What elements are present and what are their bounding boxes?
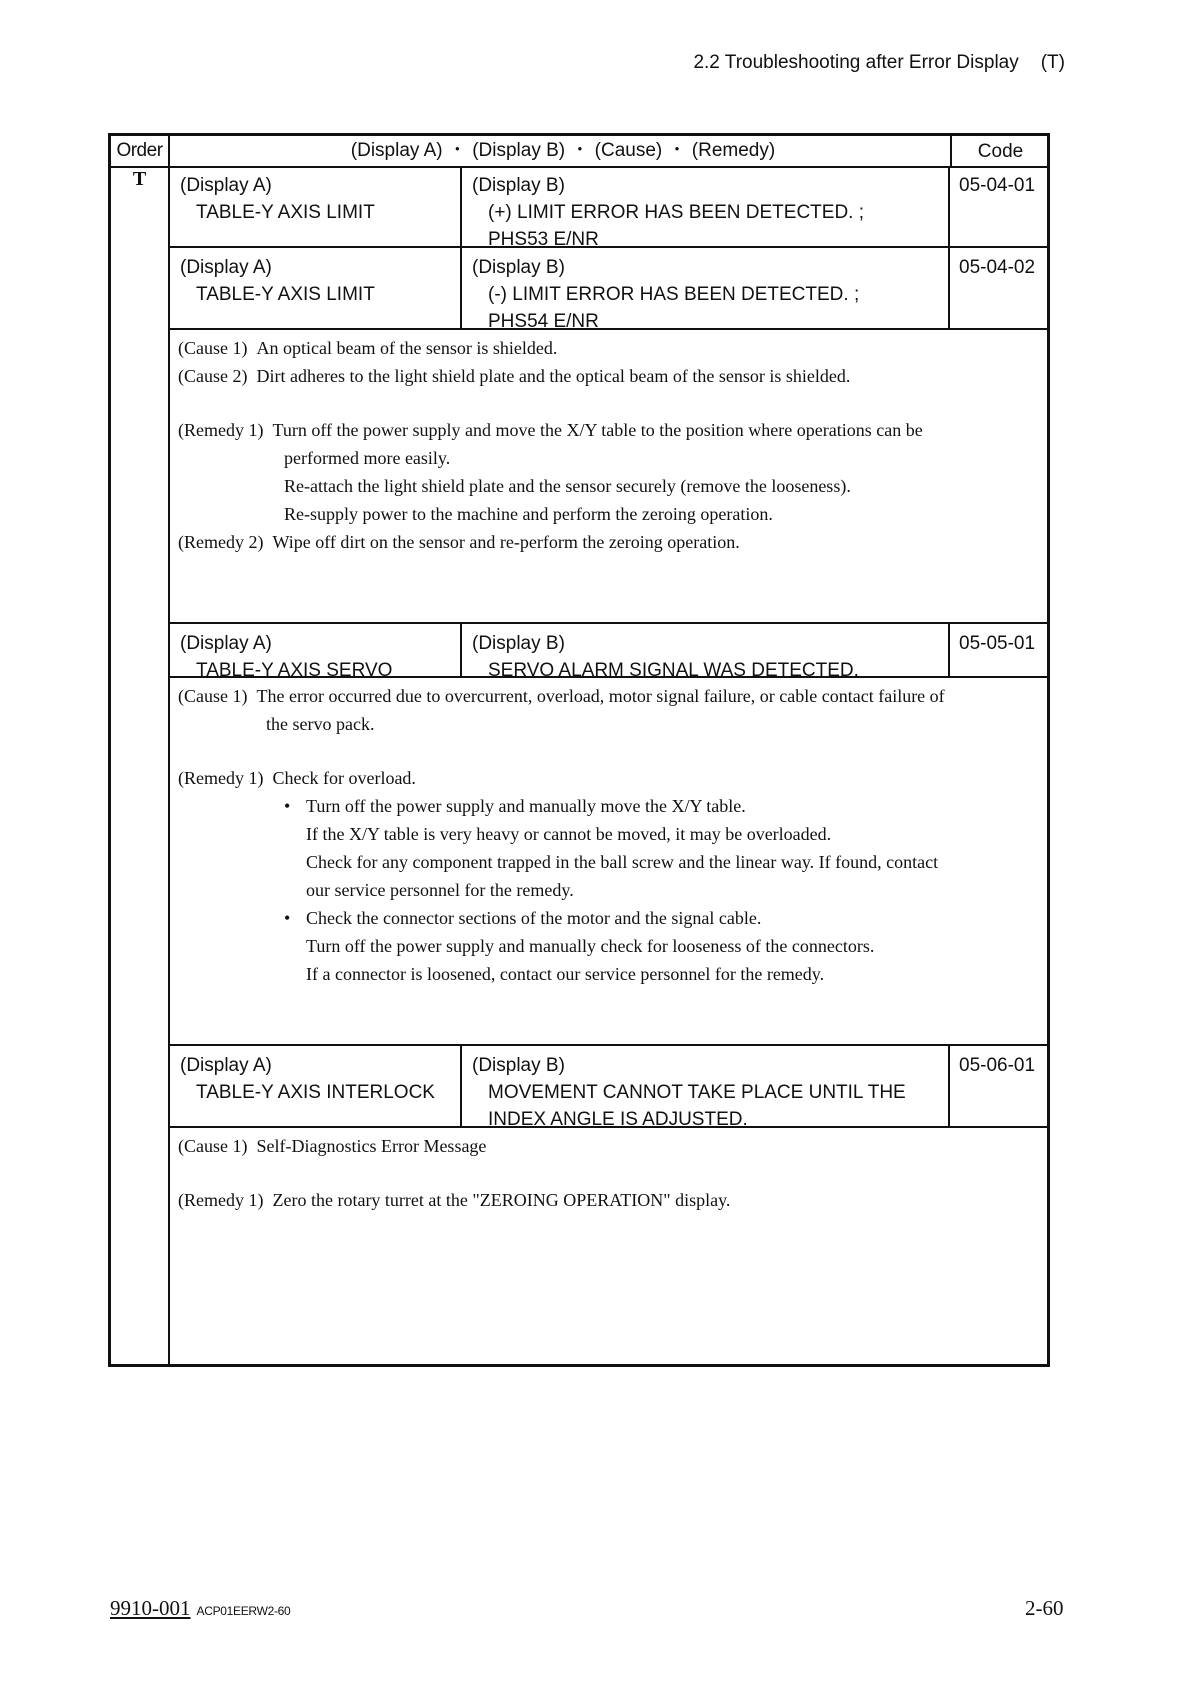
cause-text: An optical beam of the sensor is shielded. bbox=[256, 338, 558, 358]
remedy-tag: (Remedy 1) bbox=[178, 1190, 264, 1210]
bullet-item bbox=[178, 792, 1039, 820]
display-a-cell bbox=[168, 166, 462, 246]
table-header-row bbox=[111, 136, 1047, 168]
bullet-icon: • bbox=[284, 908, 291, 928]
cause-tag: (Cause 1) bbox=[178, 338, 248, 358]
bullet-text: If the X/Y table is very heavy or cannot be moved, it may be overloaded. bbox=[306, 824, 832, 844]
order-column bbox=[111, 166, 170, 1364]
column-header-order: Order bbox=[111, 136, 170, 166]
bullet-text: Turn off the power supply and manually check for looseness of the connectors. bbox=[306, 936, 875, 956]
error-code: 05-04-01 bbox=[959, 175, 1036, 196]
section-code: (T) bbox=[1040, 52, 1065, 73]
bullet-text: Turn off the power supply and manually move the X/Y table. bbox=[306, 796, 746, 816]
cause-line bbox=[178, 682, 1039, 710]
display-b-line: PHS54 E/NR bbox=[488, 311, 599, 332]
display-b-cell bbox=[462, 166, 950, 250]
bullet-text: Check the connector sections of the motor and the signal cable. bbox=[306, 908, 762, 928]
display-a-cell bbox=[168, 248, 462, 328]
cause-remedy-block bbox=[168, 1128, 1047, 1358]
order-value: T bbox=[132, 168, 147, 190]
bullet-text: If a connector is loosened, contact our service personnel for the remedy. bbox=[306, 964, 825, 984]
document-number: 9910-001 bbox=[110, 1596, 191, 1620]
display-b-label: (Display B) bbox=[472, 175, 565, 196]
display-b-cell bbox=[462, 624, 950, 681]
page-number: 2-60 bbox=[1025, 1596, 1064, 1620]
remedy-text: Check for overload. bbox=[272, 768, 416, 788]
cause-text: Dirt adheres to the light shield plate and the optical beam of the sensor is shielded. bbox=[256, 366, 851, 386]
cause-text: The error occurred due to overcurrent, overload, motor signal failure, or cable contact failure of bbox=[256, 686, 945, 706]
remedy-text: Re-supply power to the machine and perform the zeroing operation. bbox=[284, 504, 773, 524]
remedy-line bbox=[178, 764, 1039, 792]
document-code: ACP01EERW2-60 bbox=[196, 1604, 291, 1618]
remedy-text: Re-attach the light shield plate and the sensor securely (remove the looseness). bbox=[284, 476, 851, 496]
display-row bbox=[168, 248, 1047, 330]
remedy-line bbox=[178, 528, 1039, 556]
error-code: 05-06-01 bbox=[959, 1055, 1036, 1076]
display-b-cell bbox=[462, 1046, 950, 1130]
display-a-cell bbox=[168, 624, 462, 681]
cause-text: the servo pack. bbox=[266, 714, 375, 734]
display-b-label: (Display B) bbox=[472, 633, 565, 654]
cause-tag: (Cause 1) bbox=[178, 1136, 248, 1156]
display-a-label: (Display A) bbox=[180, 175, 272, 196]
cause-text: Self-Diagnostics Error Message bbox=[256, 1136, 487, 1156]
bullet-text: Check for any component trapped in the ball screw and the linear way. If found, contact bbox=[306, 852, 939, 872]
display-a-label: (Display A) bbox=[180, 633, 272, 654]
cause-line bbox=[178, 334, 1039, 362]
bullet-item bbox=[178, 904, 1039, 932]
cause-remedy-block bbox=[168, 678, 1047, 1044]
page-header bbox=[0, 52, 1065, 74]
cause-remedy-block bbox=[168, 330, 1047, 622]
display-b-label: (Display B) bbox=[472, 257, 565, 278]
column-header-content: (Display A) ・ (Display B) ・ (Cause) ・ (Remedy) bbox=[350, 140, 776, 161]
display-a-value: TABLE-Y AXIS SERVO bbox=[196, 660, 393, 681]
display-b-line: MOVEMENT CANNOT TAKE PLACE UNTIL THE bbox=[488, 1082, 906, 1103]
display-row bbox=[168, 622, 1047, 681]
cause-tag: (Cause 1) bbox=[178, 686, 248, 706]
cause-tag: (Cause 2) bbox=[178, 366, 248, 386]
display-a-value: TABLE-Y AXIS LIMIT bbox=[196, 202, 375, 223]
display-a-label: (Display A) bbox=[180, 257, 272, 278]
remedy-tag: (Remedy 1) bbox=[178, 768, 264, 788]
remedy-tag: (Remedy 1) bbox=[178, 420, 264, 440]
bullet-text: our service personnel for the remedy. bbox=[306, 880, 574, 900]
display-b-line: INDEX ANGLE IS ADJUSTED. bbox=[488, 1109, 748, 1130]
cause-line bbox=[178, 1132, 1039, 1160]
display-a-cell bbox=[168, 1046, 462, 1126]
display-a-value: TABLE-Y AXIS INTERLOCK bbox=[196, 1082, 435, 1103]
display-row bbox=[168, 166, 1047, 248]
error-code: 05-04-02 bbox=[959, 257, 1036, 278]
remedy-text: Zero the rotary turret at the "ZEROING OPERATION" display. bbox=[272, 1190, 731, 1210]
display-a-value: TABLE-Y AXIS LIMIT bbox=[196, 284, 375, 305]
display-b-cell bbox=[462, 248, 950, 332]
remedy-tag: (Remedy 2) bbox=[178, 532, 264, 552]
error-code: 05-05-01 bbox=[959, 633, 1036, 654]
display-b-line: SERVO ALARM SIGNAL WAS DETECTED. bbox=[488, 660, 859, 681]
display-row bbox=[168, 1044, 1047, 1128]
remedy-text: performed more easily. bbox=[284, 448, 451, 468]
cause-line bbox=[178, 362, 1039, 390]
troubleshooting-table bbox=[108, 133, 1050, 1367]
display-b-line: PHS53 E/NR bbox=[488, 229, 599, 250]
footer-doc-info bbox=[110, 1596, 290, 1621]
column-header-code: Code bbox=[950, 136, 1049, 166]
remedy-text: Wipe off dirt on the sensor and re-perform the zeroing operation. bbox=[272, 532, 740, 552]
bullet-icon: • bbox=[284, 796, 291, 816]
remedy-line bbox=[178, 1186, 1039, 1214]
section-title: 2.2 Troubleshooting after Error Display bbox=[693, 52, 1019, 73]
display-b-label: (Display B) bbox=[472, 1055, 565, 1076]
remedy-line bbox=[178, 416, 1039, 444]
remedy-text: Turn off the power supply and move the X/Y table to the position where operations can be bbox=[272, 420, 923, 440]
display-b-line: (-) LIMIT ERROR HAS BEEN DETECTED. ; bbox=[488, 284, 860, 305]
display-b-line: (+) LIMIT ERROR HAS BEEN DETECTED. ; bbox=[488, 202, 865, 223]
display-a-label: (Display A) bbox=[180, 1055, 272, 1076]
